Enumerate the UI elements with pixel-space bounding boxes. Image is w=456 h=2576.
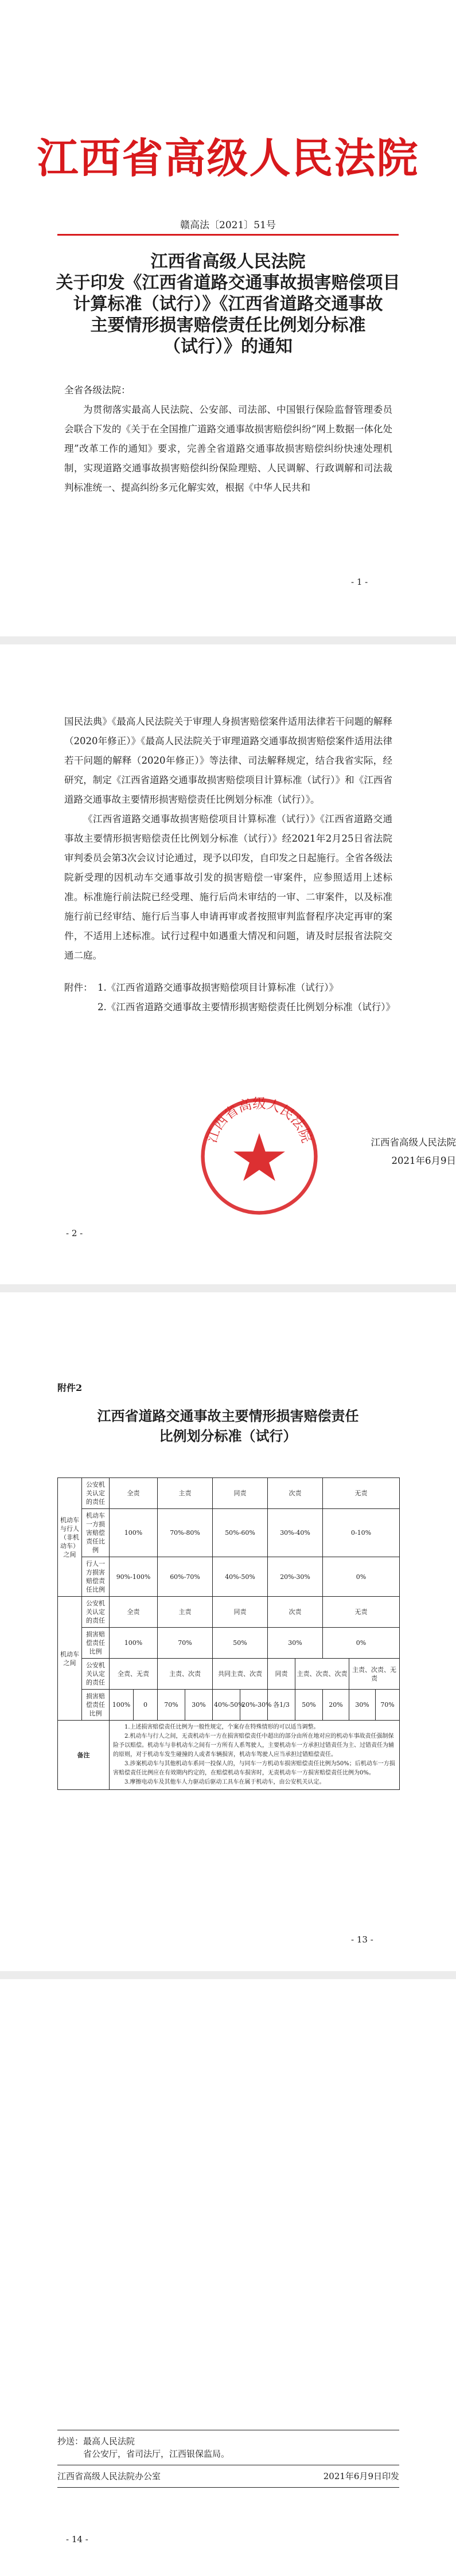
paragraph: 《江西省道路交通事故损害赔偿项目计算标准（试行）》《江西省道路交通事故主要情形损害赔偿责任比例划分标准（试行）》经2021年2月25日省法院审判委员会第3次会议讨论通过，现予以印发，自印发之日起施行。全省各级法院新受理的因机动车交通事故引发的损害赔偿一审案件，应参照适用上述标准。标准施行前法院已经受理、施行后尚未审结的一审、二审案件，以及标准施行前已经审结、施行后当事人申请再审或者按照审判监督程序决定再审的案件，不适用上述标准。试行过程中如遇重大情况和问题，请及时层报省法院交通二庭。 [64, 814, 392, 961]
notice-body-continued [64, 712, 392, 965]
notice-body [64, 381, 392, 498]
table-row: 损害赔偿责任比例 100% 0 70% 30% 40%-50% 20%-30% 各1/3 50% 20% 30% 70% [58, 1690, 400, 1721]
attachment-label: 附件： [64, 982, 93, 993]
document-masthead: 江西省高级人民法院 [37, 134, 419, 182]
notice-title: 江西省高级人民法院 关于印发《江西省道路交通事故损害赔偿项目 计算标准（试行）》《江西省道路交通事故 主要情形损害赔偿责任比例划分标准 （试行）》的通知 [56, 252, 400, 357]
cc-block [57, 2430, 399, 2488]
group-label: 机动车与行人（非机动车）之间 [58, 1478, 82, 1597]
attachment-item: 1. 《江西省道路交通事故损害赔偿项目计算标准（试行）》 [98, 982, 338, 993]
attachment-item: 2. 《江西省道路交通事故主要情形损害赔偿责任比例划分标准（试行）》 [98, 1002, 395, 1013]
page-number: - 13 - [351, 1934, 373, 1945]
table-row: 损害赔偿责任比例 100% 70% 50% 30% 0% [58, 1628, 400, 1659]
table-row: 机动车之间 公安机关认定的责任 全责 主责 同责 次责 无责 [58, 1597, 400, 1628]
page-number: - 1 - [351, 577, 368, 587]
attachment-list [98, 978, 395, 1017]
annex-label: 附件2 [57, 1382, 83, 1393]
page-1 [0, 0, 456, 636]
document-number: 赣高法〔2021〕51号 [180, 220, 276, 231]
paragraph: 为贯彻落实最高人民法院、公安部、司法部、中国银行保险监督管理委员会联合下发的《关于在全国推广道路交通事故损害赔偿纠纷“网上数据一体化处理”改革工作的通知》要求，完善全省道路交通事故损害赔偿纠纷快速处理机制，实现道路交通事故损害赔偿纠纷保险理赔、人民调解、行政调解和司法裁判标准统一、提高纠纷多元化解实效，根据《中华人民共和 [64, 404, 392, 493]
cc-line: 抄送：最高人民法院 [57, 2436, 135, 2446]
page-number: - 14 - [66, 2534, 88, 2544]
paragraph: 国民法典》《最高人民法院关于审理人身损害赔偿案件适用法律若干问题的解释（2020年修正）》《最高人民法院关于审理道路交通事故损害赔偿案件适用法律若干问题的解释（2020年修正）》等法律、司法解释规定，结合我省实际，经研究，制定《江西省道路交通事故损害赔偿项目计算标准（试行）》和《江西省道路交通事故主要情形损害赔偿责任比例划分标准（试行）》。 [64, 716, 392, 805]
annex-title: 江西省道路交通事故主要情形损害赔偿责任 比例划分标准（试行） [97, 1408, 359, 1444]
group-label: 机动车之间 [58, 1597, 82, 1721]
table-row [58, 1721, 400, 1790]
signature-date: 2021年6月9日 [391, 1155, 456, 1166]
red-divider-line [57, 234, 399, 236]
liability-ratio-table [57, 1477, 400, 1790]
signature-org: 江西省高级人民法院 [371, 1137, 456, 1148]
issuer: 江西省高级人民法院办公室 [57, 2471, 161, 2481]
remark-label: 备注 [58, 1721, 110, 1790]
remark-text: 1.上述损害赔偿责任比例为一般性规定，个案存在特殊情形的可以适当调整。 2.机动车与行人之间，无责机动车一方在损害赔偿责任中超出的部分由所在地对应的机动车事故责任强制保险予以赔偿。机动车与非机动车之间有一方所有人系驾驶人，主要机动车一方承担过错责任为主、过错责任为辅的原则，对于机动车发生碰撞的人或者车辆损害，机动车驾驶人应当承担过错赔偿责任。 3.涉案机动车与其他机动车系同一投保人的，与同车一方机动车损害赔偿责任比例为50%；后机动车一方损害赔偿责任比例应在有效期内约定的，在赔偿机动车损害时，无责机动车一方损害赔偿责任比例为0%。 3.摩擦电动车及其他车人力驱动后驱动工具车在属于机动车，由公安机关认定。 [110, 1721, 400, 1790]
table-row: 机动车一方损害赔偿责任比例 100% 70%-80% 50%-60% 30%-40% 0-10% [58, 1509, 400, 1557]
page-number: - 2 - [66, 1228, 83, 1238]
table-row: 机动车与行人（非机动车）之间 公安机关认定的责任 全责 主责 同责 次责 无责 [58, 1478, 400, 1509]
svg-text:江西省高级人民法院: 江西省高级人民法院 [203, 1095, 315, 1145]
issue-date: 2021年6月9日印发 [323, 2471, 399, 2481]
divider [57, 2487, 399, 2488]
salutation: 全省各级法院： [64, 385, 131, 396]
table-row: 公安机关认定的责任 全责、无责 主责、次责 共同主责、次责 同责 主责、次责、次责 主责、次责、无责 [58, 1659, 400, 1690]
table-row: 行人一方损害赔偿责任比例 90%-100% 60%-70% 40%-50% 20%-30% 0% [58, 1557, 400, 1597]
cc-line: 省公安厅，省司法厅，江西银保监局。 [83, 2449, 230, 2459]
